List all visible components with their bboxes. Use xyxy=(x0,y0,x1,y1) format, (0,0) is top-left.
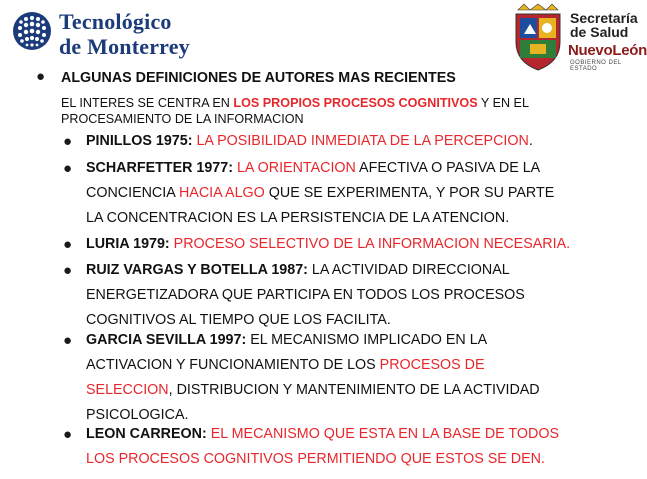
text-span: LA CONCENTRACION ES LA PERSISTENCIA DE LA ATENCION. xyxy=(86,210,510,226)
author-name: RUIZ VARGAS Y BOTELLA 1987: xyxy=(86,262,308,278)
intro-line2: PROCESAMIENTO DE LA INFORMACION xyxy=(61,112,304,126)
text-span: QUE SE EXPERIMENTA, Y POR SU PARTE xyxy=(264,185,555,201)
nuevo-leon-logo xyxy=(510,4,647,72)
nl-logo-de-salud: de Salud xyxy=(570,24,629,40)
bullet-icon: ● xyxy=(36,68,46,85)
text-span: AFECTIVA O PASIVA DE LA xyxy=(355,160,541,176)
nl-logo-nuevo-leon: NuevoLeón xyxy=(568,42,647,59)
bullet-icon: ● xyxy=(63,332,73,349)
text-span: ENERGETIZADORA QUE PARTICIPA EN TODOS LOS PROCESOS xyxy=(86,287,525,303)
text-span: . xyxy=(528,133,533,149)
definition-garcia-sevilla xyxy=(86,328,540,428)
author-name: GARCIA SEVILLA 1997: xyxy=(86,332,247,348)
heading: ALGUNAS DEFINICIONES DE AUTORES MAS RECIENTES xyxy=(61,70,456,86)
bullet-icon: ● xyxy=(63,160,73,177)
text-span: , DISTRIBUCION Y MANTENIMIENTO DE LA ACTIVIDAD xyxy=(168,382,540,398)
tec-logo xyxy=(12,4,202,60)
tec-logo-line1: Tecnológico xyxy=(59,9,172,34)
highlight-text: PROCESOS DE xyxy=(379,357,485,373)
definition-pinillos xyxy=(86,129,533,154)
author-name: LEON CARREON: xyxy=(86,426,207,442)
definition-luria xyxy=(86,232,570,257)
highlight-text: LA ORIENTACION xyxy=(236,160,356,176)
author-name: LURIA 1979: xyxy=(86,236,170,252)
definition-leon-carreon xyxy=(86,422,559,472)
intro-text xyxy=(61,95,529,127)
text-span: PSICOLOGICA. xyxy=(86,407,189,423)
tec-logo-line2: de Monterrey xyxy=(59,34,190,59)
bullet-icon: ● xyxy=(63,133,73,150)
state-seal-icon xyxy=(510,4,566,72)
intro-part-c: Y EN EL xyxy=(477,96,529,110)
text-span: ACTIVACION Y FUNCIONAMIENTO DE LOS xyxy=(86,357,380,373)
intro-part-a: EL INTERES SE CENTRA EN xyxy=(61,96,234,110)
author-name: PINILLOS 1975: xyxy=(86,133,193,149)
highlight-text: LOS PROCESOS COGNITIVOS PERMITIENDO QUE ESTOS SE DEN. xyxy=(86,451,545,467)
text-span: EL MECANISMO IMPLICADO EN LA xyxy=(246,332,488,348)
definition-scharfetter xyxy=(86,156,554,231)
nl-logo-gobierno: GOBIERNO DEL ESTADO xyxy=(570,60,622,72)
text-span: COGNITIVOS AL TIEMPO QUE LOS FACILITA. xyxy=(86,312,391,328)
bullet-icon: ● xyxy=(63,236,73,253)
highlight-text: LA POSIBILIDAD INMEDIATA DE LA PERCEPCION xyxy=(196,133,529,149)
author-name: SCHARFETTER 1977: xyxy=(86,160,233,176)
tec-globe-icon xyxy=(12,10,52,52)
highlight-text: HACIA ALGO xyxy=(178,185,265,201)
intro-highlight: LOS PROPIOS PROCESOS COGNITIVOS xyxy=(233,96,478,110)
bullet-icon: ● xyxy=(63,426,73,443)
bullet-icon: ● xyxy=(63,262,73,279)
highlight-text: PROCESO SELECTIVO DE LA INFORMACION NECESARIA. xyxy=(173,236,571,252)
text-span: CONCIENCIA xyxy=(86,185,179,201)
highlight-text: EL MECANISMO QUE ESTA EN LA BASE DE TODOS xyxy=(210,426,559,442)
nl-logo-secretaria: Secretaría xyxy=(570,10,638,26)
text-span: LA ACTIVIDAD DIRECCIONAL xyxy=(307,262,510,278)
highlight-text: SELECCION xyxy=(86,382,169,398)
definition-ruiz-vargas xyxy=(86,258,525,333)
